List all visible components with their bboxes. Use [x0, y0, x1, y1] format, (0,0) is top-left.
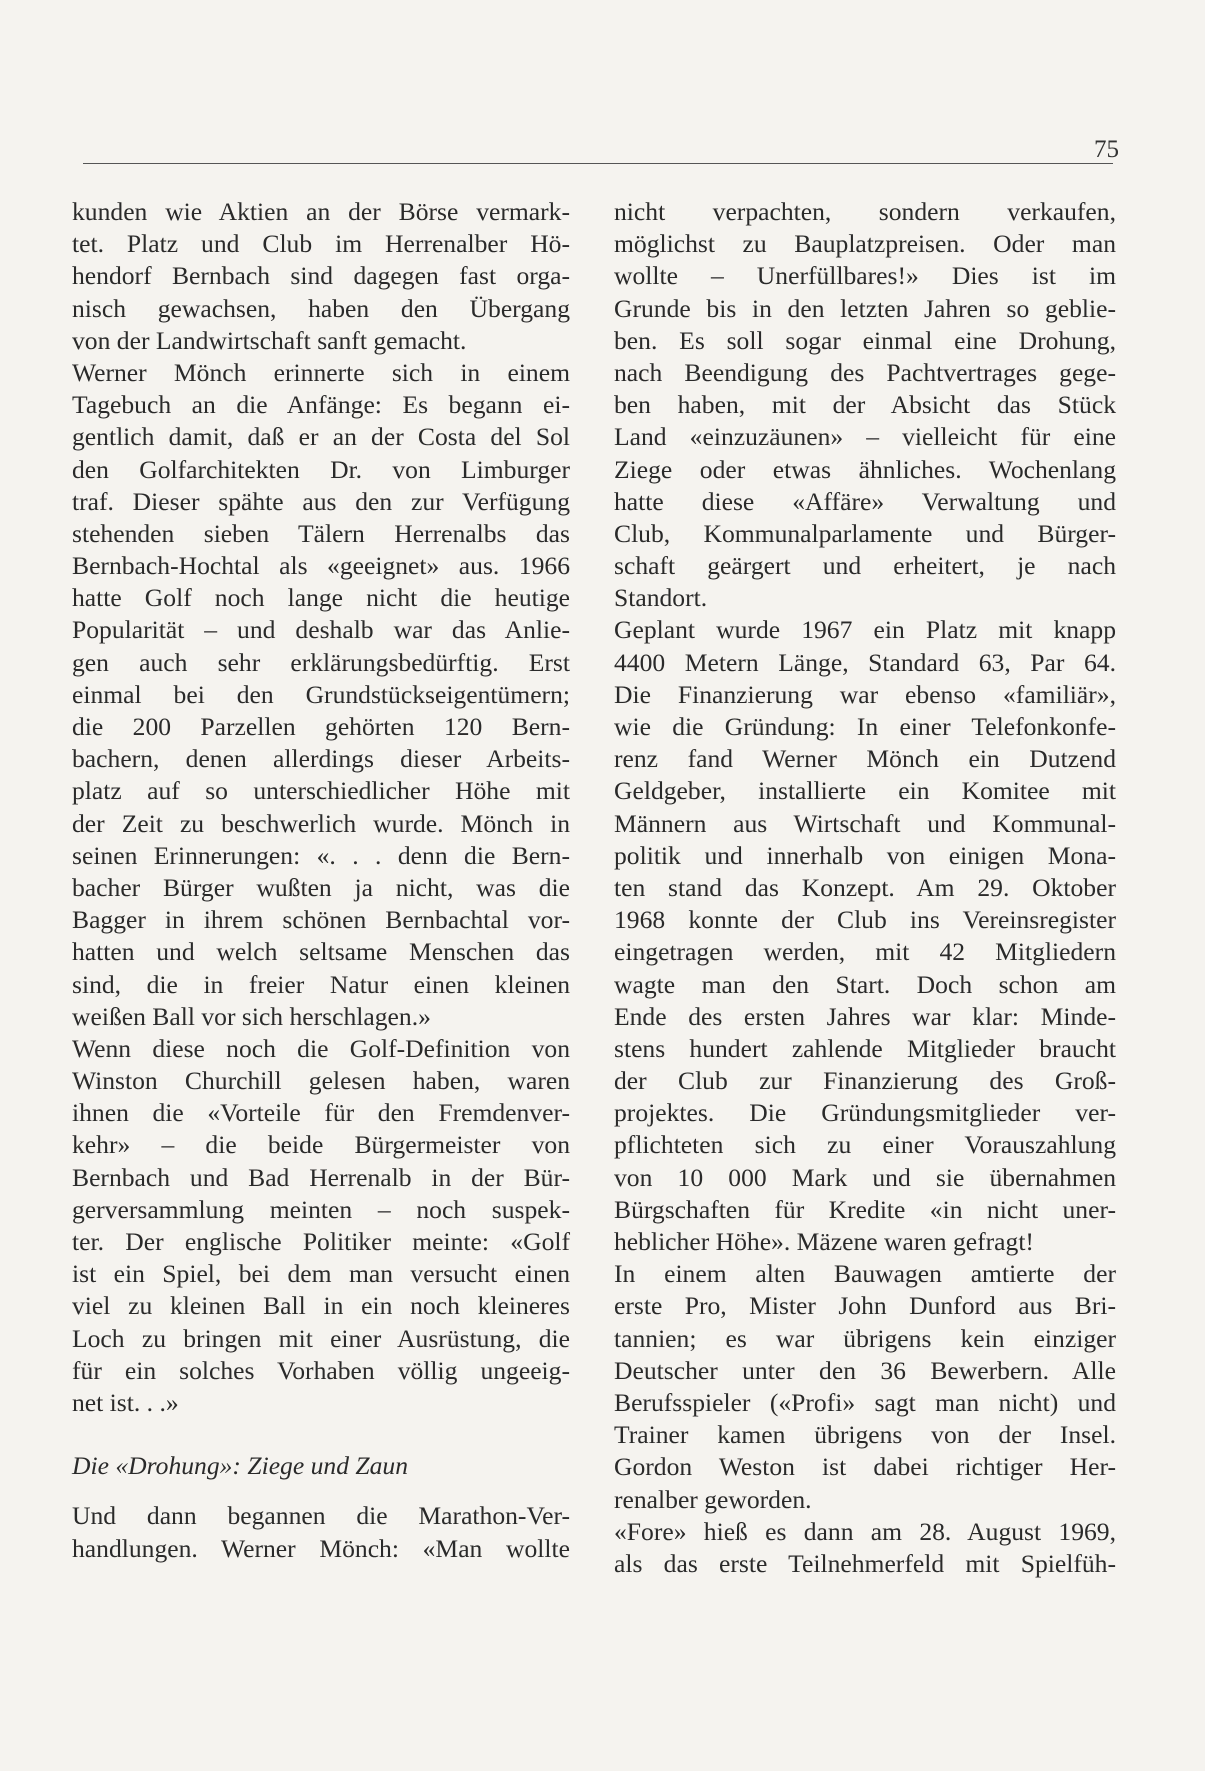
- text-line: renz fand Werner Mönch ein Dutzend: [614, 744, 1116, 774]
- text-line: Deutscher unter den 36 Bewerbern. Alle: [614, 1355, 1116, 1385]
- text-line: ten stand das Konzept. Am 29. Oktober: [614, 872, 1116, 902]
- text-line: 4400 Metern Länge, Standard 63, Par 64.: [614, 647, 1116, 677]
- text-line: Geldgeber, installierte ein Komitee mit: [614, 776, 1116, 806]
- text-line: kunden wie Aktien an der Börse vermark-: [72, 197, 570, 226]
- text-line: wie die Gründung: In einer Telefonkonfe-: [614, 712, 1116, 741]
- text-line: weißen Ball vor sich herschlagen.»: [72, 1001, 431, 1031]
- text-line: die 200 Parzellen gehörten 120 Bern-: [72, 712, 570, 741]
- text-line: Bernbach-Hochtal als «geeignet» aus. 1966: [72, 551, 570, 581]
- text-line: Trainer kamen übrigens von der Insel.: [614, 1420, 1116, 1450]
- text-line: von 10 000 Mark und sie übernahmen: [614, 1162, 1116, 1192]
- text-line: Bürgschaften für Kredite «in nicht uner-: [614, 1194, 1116, 1224]
- text-line: eingetragen werden, mit 42 Mitgliedern: [614, 937, 1116, 967]
- left-paragraph-1: [72, 196, 570, 357]
- text-line: viel zu kleinen Ball in ein noch kleineres: [72, 1291, 570, 1321]
- section-heading: Die «Drohung»: Ziege und Zaun: [72, 1451, 409, 1481]
- text-line: einmal bei den Grundstückseigentümern;: [72, 679, 570, 709]
- text-line: bacher Bürger wußten ja nicht, was die: [72, 872, 570, 902]
- text-line: net ist. . .»: [72, 1387, 179, 1417]
- text-line: ist ein Spiel, bei dem man versucht einen: [72, 1259, 570, 1289]
- text-line: ihnen die «Vorteile für den Fremdenver-: [72, 1098, 570, 1128]
- text-line: politik und innerhalb von einigen Mona-: [614, 840, 1116, 870]
- text-line: Wenn diese noch die Golf-Definition von: [72, 1033, 570, 1063]
- text-line: nisch gewachsen, haben den Übergang: [72, 293, 570, 323]
- right-column: [614, 196, 1116, 1580]
- text-line: Club, Kommunalparlamente und Bürger-: [614, 518, 1116, 548]
- text-line: Und dann begannen die Marathon-Ver-: [72, 1501, 570, 1531]
- text-line: Männern aus Wirtschaft und Kommunal-: [614, 808, 1116, 838]
- text-line: tannien; es war übrigens kein einziger: [614, 1323, 1116, 1353]
- text-line: Werner Mönch erinnerte sich in einem: [72, 357, 570, 387]
- text-line: den Golfarchitekten Dr. von Limburger: [72, 454, 570, 484]
- text-line: der Club zur Finanzierung des Groß-: [614, 1066, 1116, 1096]
- text-line: für ein solches Vorhaben völlig ungeeig-: [72, 1355, 570, 1385]
- text-line: Popularität – und deshalb war das Anlie-: [72, 615, 570, 645]
- text-line: ben haben, mit der Absicht das Stück: [614, 390, 1116, 420]
- text-line: stehenden sieben Tälern Herrenalbs das: [72, 518, 570, 548]
- text-line: Winston Churchill gelesen haben, waren: [72, 1066, 570, 1096]
- text-line: Ende des ersten Jahres war klar: Minde-: [614, 1001, 1116, 1031]
- text-line: nicht verpachten, sondern verkaufen,: [614, 197, 1116, 226]
- text-line: Grunde bis in den letzten Jahren so geblie-: [614, 293, 1116, 323]
- text-line: von der Landwirtschaft sanft gemacht.: [72, 325, 467, 355]
- left-paragraph-2: [72, 357, 570, 1033]
- text-line: gen auch sehr erklärungsbedürftig. Erst: [72, 647, 570, 677]
- text-line: möglichst zu Bauplatzpreisen. Oder man: [614, 229, 1116, 259]
- text-line: seinen Erinnerungen: «. . . denn die Bern-: [72, 840, 570, 870]
- text-line: renalber geworden.: [614, 1484, 812, 1514]
- text-line: Geplant wurde 1967 ein Platz mit knapp: [614, 615, 1116, 645]
- text-line: schaft geärgert und erheitert, je nach: [614, 551, 1116, 581]
- text-line: Die Finanzierung war ebenso «familiär»,: [614, 679, 1116, 709]
- text-line: «Fore» hieß es dann am 28. August 1969,: [614, 1516, 1116, 1546]
- text-line: Bagger in ihrem schönen Bernbachtal vor-: [72, 905, 570, 935]
- left-paragraph-4: [72, 1500, 570, 1564]
- text-line: Berufsspieler («Profi» sagt man nicht) und: [614, 1387, 1116, 1417]
- text-line: In einem alten Bauwagen amtierte der: [614, 1259, 1116, 1289]
- text-line: gentlich damit, daß er an der Costa del Sol: [72, 422, 570, 452]
- left-column: [72, 196, 570, 1565]
- right-paragraph-1: [614, 196, 1116, 614]
- text-line: heblicher Höhe». Mäzene waren gefragt!: [614, 1227, 1034, 1256]
- text-line: sind, die in freier Natur einen kleinen: [72, 969, 570, 999]
- text-line: Gordon Weston ist dabei richtiger Her-: [614, 1452, 1116, 1482]
- right-paragraph-3: [614, 1258, 1116, 1516]
- text-line: Land «einzuzäunen» – vielleicht für eine: [614, 422, 1116, 452]
- text-line: hatte diese «Affäre» Verwaltung und: [614, 486, 1116, 516]
- text-line: Tagebuch an die Anfänge: Es begann ei-: [72, 390, 570, 420]
- text-line: ter. Der englische Politiker meinte: «Golf: [72, 1227, 570, 1256]
- text-line: 1968 konnte der Club ins Vereinsregister: [614, 905, 1116, 935]
- text-line: wagte man den Start. Doch schon am: [614, 969, 1116, 999]
- text-line: ben. Es soll sogar einmal eine Drohung,: [614, 325, 1116, 355]
- right-paragraph-4: [614, 1516, 1116, 1580]
- text-line: kehr» – die beide Bürgermeister von: [72, 1130, 570, 1160]
- text-line: hatte Golf noch lange nicht die heutige: [72, 583, 570, 613]
- left-paragraph-3: [72, 1033, 570, 1419]
- text-line: stens hundert zahlende Mitglieder braucht: [614, 1033, 1116, 1063]
- text-line: nach Beendigung des Pachtvertrages gege-: [614, 357, 1116, 387]
- text-line: Ziege oder etwas ähnliches. Wochenlang: [614, 454, 1116, 484]
- text-line: Standort.: [614, 583, 708, 613]
- right-paragraph-2: [614, 614, 1116, 1258]
- text-line: pflichteten sich zu einer Vorauszahlung: [614, 1130, 1116, 1160]
- text-line: erste Pro, Mister John Dunford aus Bri-: [614, 1291, 1116, 1321]
- page-number: 75: [1094, 136, 1119, 163]
- header-rule: [83, 163, 1113, 164]
- text-line: projektes. Die Gründungsmitglieder ver-: [614, 1098, 1116, 1128]
- text-line: handlungen. Werner Mönch: «Man wollte: [72, 1533, 570, 1563]
- text-line: der Zeit zu beschwerlich wurde. Mönch in: [72, 808, 570, 838]
- text-line: wollte – Unerfüllbares!» Dies ist im: [614, 261, 1116, 291]
- text-line: als das erste Teilnehmerfeld mit Spielfüh-: [614, 1548, 1116, 1578]
- text-line: bachern, denen allerdings dieser Arbeits-: [72, 744, 570, 774]
- text-line: gerversammlung meinten – noch suspek-: [72, 1194, 570, 1224]
- text-line: traf. Dieser spähte aus den zur Verfügung: [72, 486, 570, 516]
- text-line: Loch zu bringen mit einer Ausrüstung, die: [72, 1323, 570, 1353]
- text-line: hatten und welch seltsame Menschen das: [72, 937, 570, 967]
- text-line: tet. Platz und Club im Herrenalber Hö-: [72, 229, 570, 259]
- text-line: Bernbach und Bad Herrenalb in der Bür-: [72, 1162, 570, 1192]
- text-line: hendorf Bernbach sind dagegen fast orga-: [72, 261, 570, 291]
- text-line: platz auf so unterschiedlicher Höhe mit: [72, 776, 570, 806]
